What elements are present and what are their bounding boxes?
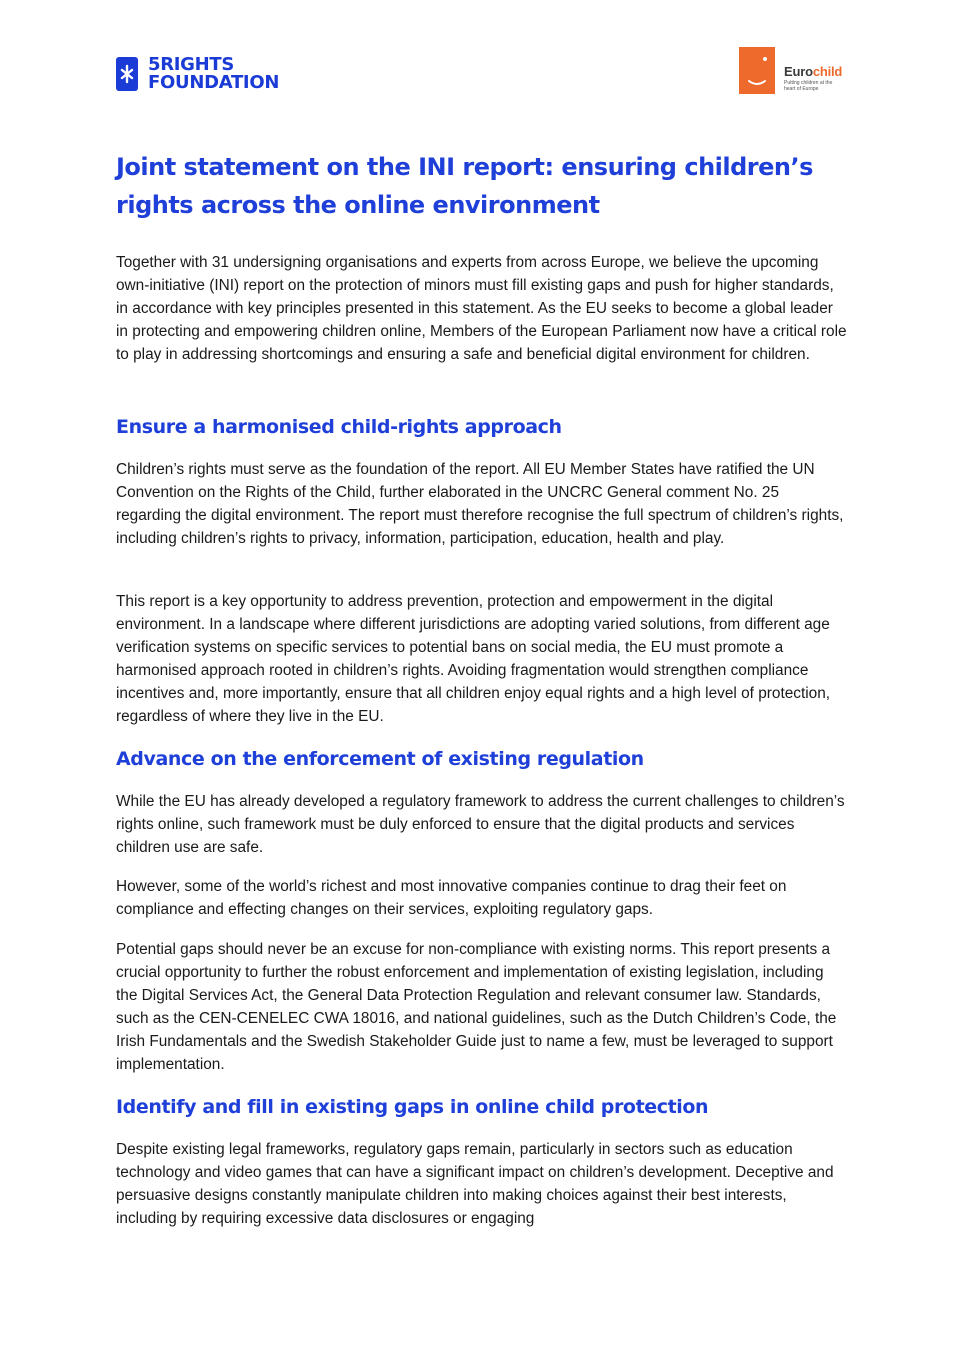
document-title: Joint statement on the INI report: ensuring children’s rights across the online environment [116,153,813,219]
eurochild-logo [739,47,844,94]
section-paragraph: Potential gaps should never be an excuse for non-compliance with existing norms. This report presents a crucial opportunity to further the robust enforcement and implementation of existing legislation, including the Digital Services Act, the General Data Protection Regulation and relevant consumer law. Standards, such as the CEN-CENELEC CWA 18016, and national guidelines, such as the Dutch Children’s Code, the Irish Fundamentals and the Swedish Stakeholder Guide just to name a few, must be leveraged to support implementation. [116,941,837,1073]
section-heading: Identify and fill in existing gaps in online child protection [116,1096,709,1118]
5rights-foundation-logo [116,56,279,92]
eurochild-mark-icon [739,47,775,94]
section-heading: Advance on the enforcement of existing regulation [116,748,644,770]
logo-line-2: FOUNDATION [148,72,280,93]
logo-line-1: 5RIGHTS [148,54,235,75]
section-paragraph: Children’s rights must serve as the foundation of the report. All EU Member States have ratified the UN Convention on the Rights of the Child, further elaborated in the UNCRC General comment No. 25 regarding the digital environment. The report must therefore recognise the full spectrum of children’s rights, including children’s rights to privacy, information, participation, education, health and play. [116,461,844,547]
section-paragraph: Despite existing legal frameworks, regulatory gaps remain, particularly in sectors such as education technology and video games that can have a significant impact on children’s development. Deceptive and persuasive designs constantly manipulate children into making choices against their best interests, including by requiring excessive data disclosures or engaging [116,1141,834,1227]
section-paragraph: This report is a key opportunity to address prevention, protection and empowerment in the digital environment. In a landscape where different jurisdictions are adopting varied solutions, from different age verification systems on specific services to potential bans on social media, the EU must promote a harmonised approach rooted in children’s rights. Avoiding fragmentation would strengthen compliance incentives and, more importantly, ensure that all children enjoy equal rights and a high level of protection, regardless of where they live in the EU. [116,593,831,725]
section-paragraph: However, some of the world’s richest and most innovative companies continue to drag their feet on compliance and effecting changes on their services, exploiting regulatory gaps. [116,878,787,918]
intro-paragraph: Together with 31 undersigning organisations and experts from across Europe, we believe the upcoming own-initiative (INI) report on the protection of minors must fill existing gaps and push for higher standards, in accordance with key principles presented in this statement. As the EU seeks to become a global leader in protecting and empowering children online, Members of the European Parliament now have a critical role to play in addressing shortcomings and ensuring a safe and beneficial digital environment for children. [116,254,847,363]
section-heading: Ensure a harmonised child-rights approach [116,416,562,438]
section-paragraph: While the EU has already developed a regulatory framework to address the current challenges to children’s rights online, such framework must be duly enforced to ensure that the digital products and services children use are safe. [116,793,845,856]
eurochild-name: Eurochild [784,64,843,79]
5rights-mark-icon [116,57,138,91]
eurochild-tagline: Putting children at the heart of Europe [784,80,833,92]
